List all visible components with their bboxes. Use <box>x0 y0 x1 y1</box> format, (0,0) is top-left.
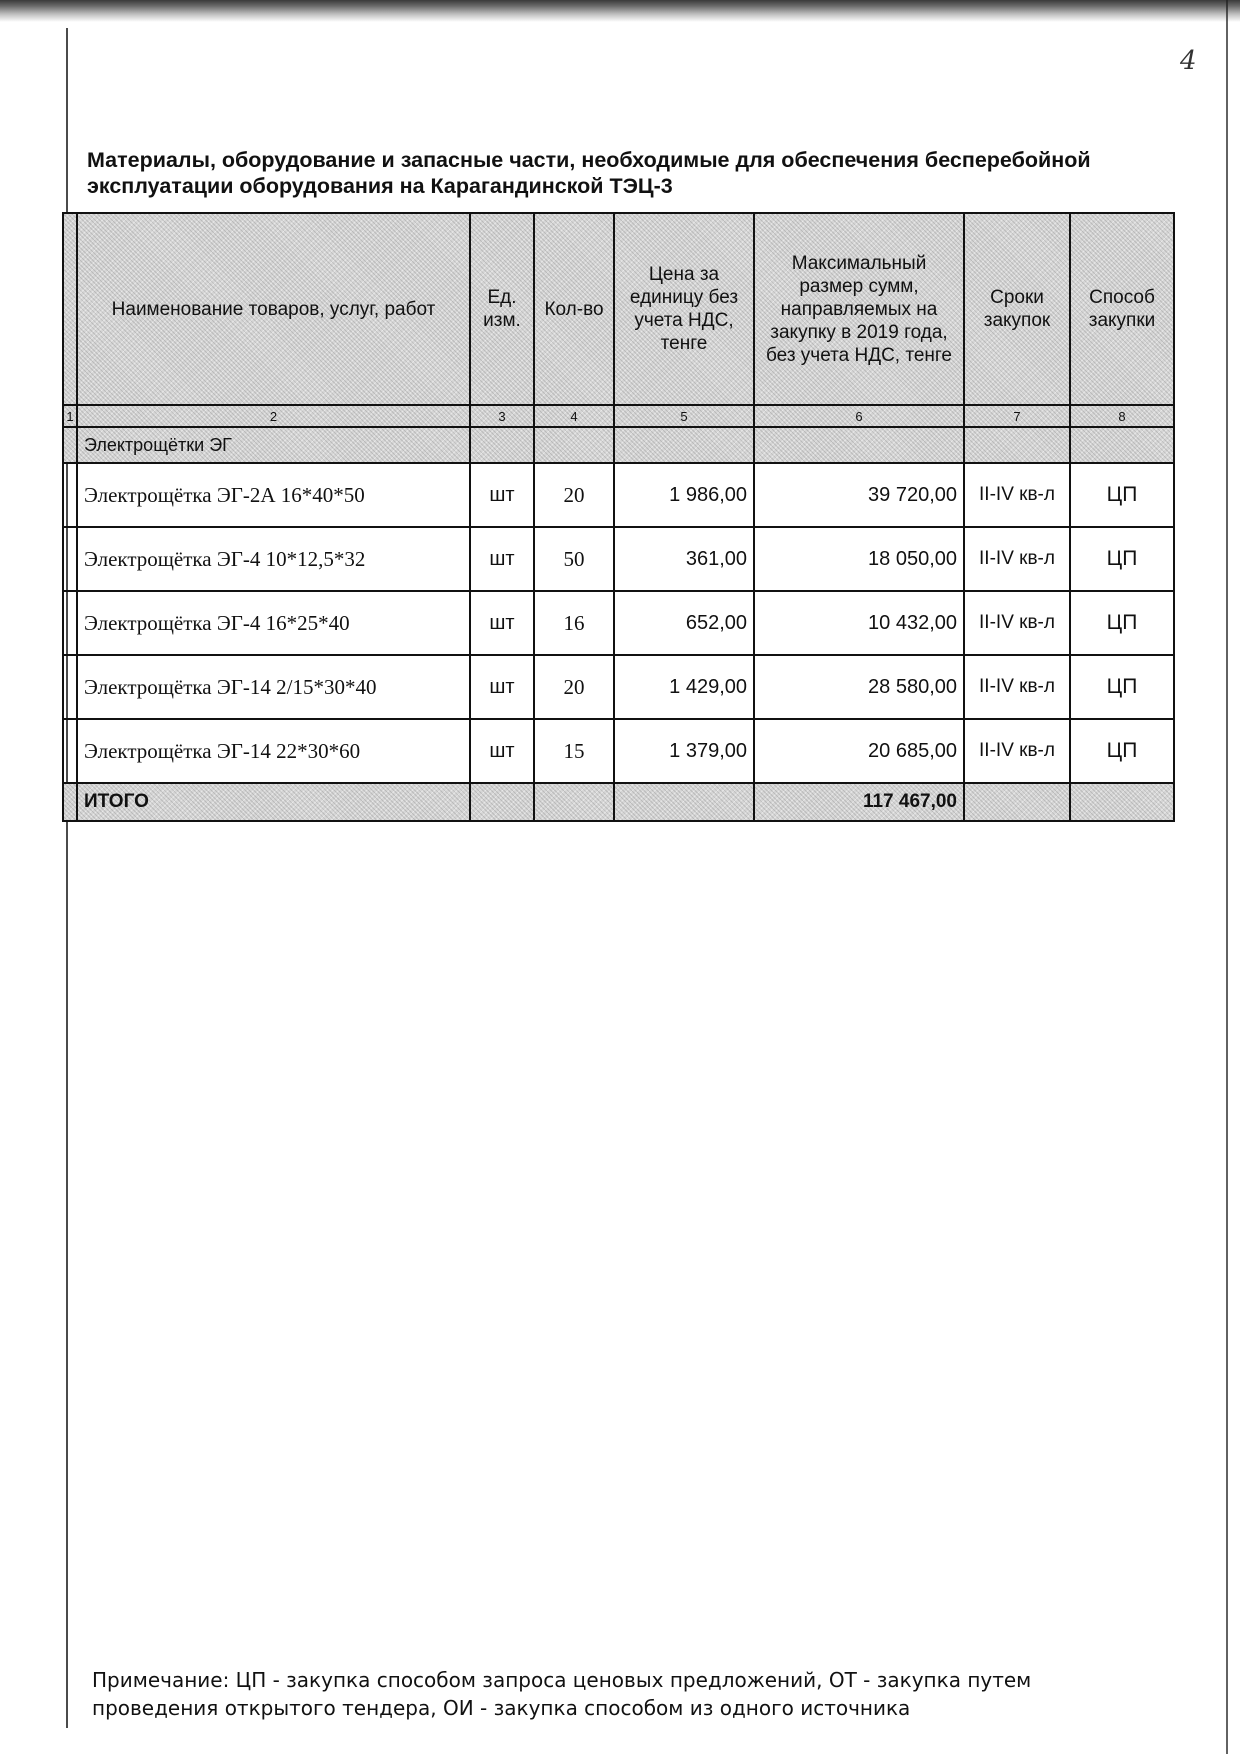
scan-right-edge-line <box>1226 0 1228 1754</box>
item-price: 1 986,00 <box>614 463 754 527</box>
item-name: Электрощётка ЭГ-14 2/15*30*40 <box>77 655 470 719</box>
item-qty: 20 <box>534 463 614 527</box>
item-name: Электрощётка ЭГ-4 16*25*40 <box>77 591 470 655</box>
item-qty: 20 <box>534 655 614 719</box>
item-name: Электрощётка ЭГ-4 10*12,5*32 <box>77 527 470 591</box>
item-method: ЦП <box>1070 655 1174 719</box>
item-method: ЦП <box>1070 591 1174 655</box>
column-number: 4 <box>534 405 614 427</box>
item-unit: шт <box>470 591 534 655</box>
item-method: ЦП <box>1070 527 1174 591</box>
item-name: Электрощётка ЭГ-14 22*30*60 <box>77 719 470 783</box>
table-row <box>63 591 1174 655</box>
item-price: 1 379,00 <box>614 719 754 783</box>
item-unit: шт <box>470 719 534 783</box>
column-number: 8 <box>1070 405 1174 427</box>
header-name: Наименование товаров, услуг, работ <box>77 213 470 405</box>
header-period: Сроки закупок <box>964 213 1070 405</box>
item-price: 361,00 <box>614 527 754 591</box>
item-price: 1 429,00 <box>614 655 754 719</box>
item-sum: 28 580,00 <box>754 655 964 719</box>
column-number: 6 <box>754 405 964 427</box>
column-number: 2 <box>77 405 470 427</box>
scan-top-edge <box>0 0 1240 22</box>
item-sum: 10 432,00 <box>754 591 964 655</box>
column-number: 1 <box>63 405 77 427</box>
item-unit: шт <box>470 527 534 591</box>
item-method: ЦП <box>1070 719 1174 783</box>
table-row <box>63 527 1174 591</box>
header-method: Способ закупки <box>1070 213 1174 405</box>
header-max-sum: Максимальный размер сумм, направляемых на закупку в 2019 года, без учета НДС, тенге <box>754 213 964 405</box>
column-number: 5 <box>614 405 754 427</box>
header-qty: Кол-во <box>534 213 614 405</box>
item-sum: 20 685,00 <box>754 719 964 783</box>
item-sum: 39 720,00 <box>754 463 964 527</box>
item-period: II-IV кв-л <box>964 591 1070 655</box>
table-row <box>63 463 1174 527</box>
header-num <box>63 213 77 405</box>
item-period: II-IV кв-л <box>964 463 1070 527</box>
item-unit: шт <box>470 463 534 527</box>
column-number-row <box>63 405 1174 427</box>
item-unit: шт <box>470 655 534 719</box>
item-sum: 18 050,00 <box>754 527 964 591</box>
item-qty: 15 <box>534 719 614 783</box>
column-number: 3 <box>470 405 534 427</box>
item-period: II-IV кв-л <box>964 527 1070 591</box>
header-unit: Ед. изм. <box>470 213 534 405</box>
item-period: II-IV кв-л <box>964 719 1070 783</box>
table-row <box>63 655 1174 719</box>
table-header-row <box>63 213 1174 405</box>
group-label: Электрощётки ЭГ <box>77 427 470 463</box>
group-row <box>63 427 1174 463</box>
total-row <box>63 783 1174 821</box>
item-price: 652,00 <box>614 591 754 655</box>
footnote: Примечание: ЦП - закупка способом запроса ценовых предложений, ОТ - закупка путем проведения открытого тендера, ОИ - закупка способом из одного источника <box>92 1668 1032 1720</box>
procurement-table <box>62 212 1175 822</box>
item-qty: 50 <box>534 527 614 591</box>
page-number: 4 <box>1180 46 1197 76</box>
item-period: II-IV кв-л <box>964 655 1070 719</box>
item-method: ЦП <box>1070 463 1174 527</box>
item-qty: 16 <box>534 591 614 655</box>
item-name: Электрощётка ЭГ-2А 16*40*50 <box>77 463 470 527</box>
document-title: Материалы, оборудование и запасные части, необходимые для обеспечения бесперебойной эксплуатации оборудования на Карагандинской ТЭЦ-3 <box>87 148 1091 198</box>
total-sum: 117 467,00 <box>754 783 964 821</box>
header-price: Цена за единицу без учета НДС, тенге <box>614 213 754 405</box>
table-row <box>63 719 1174 783</box>
column-number: 7 <box>964 405 1070 427</box>
total-label: ИТОГО <box>77 783 470 821</box>
